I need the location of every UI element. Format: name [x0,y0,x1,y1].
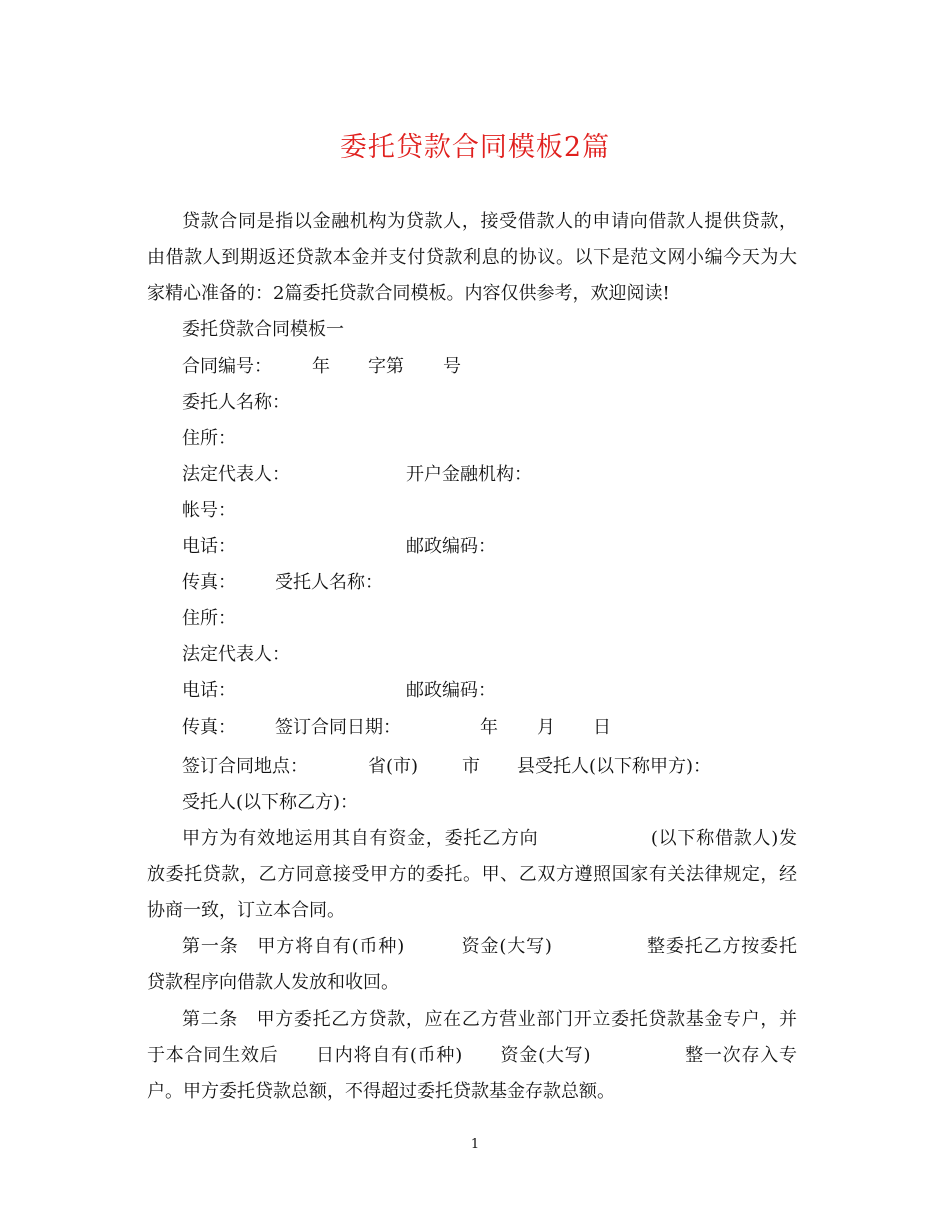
trustee-postcode: 邮政编码： [406,680,496,701]
document-title: 委托贷款合同模板2篇 [339,132,611,163]
article-1-line-2: 贷款程序向借款人发放和收回。 [147,972,399,993]
sign-date-label: 签订合同日期： [275,717,401,738]
trustee-name: 受托人名称： [275,572,383,593]
contract-number-label: 合同编号： [182,356,272,377]
article-2-line-2: 于本合同生效后 日内将自有(币种) 资金(大写) 整一次存入专 [147,1045,797,1066]
sign-date-year: 年 [480,717,498,738]
sign-place-province: 省(市) [368,756,419,777]
principal-address: 住所： [182,428,236,449]
trustee-fax: 传真： [182,717,236,738]
intro-line-1: 贷款合同是指以金融机构为贷款人，接受借款人的申请向借款人提供贷款， [182,211,797,232]
sign-place-city: 市 [462,756,480,777]
trustee-legal-rep: 法定代表人： [182,644,290,665]
principal-phone: 电话： [182,536,236,557]
sign-date-month: 月 [537,717,555,738]
party-b-label: 受托人(以下称乙方)： [182,792,359,813]
intro-line-3: 家精心准备的：2篇委托贷款合同模板。内容仅供参考，欢迎阅读! [147,283,670,304]
article-2-line-1: 第二条 甲方委托乙方贷款，应在乙方营业部门开立委托贷款基金专户，并 [182,1009,797,1030]
principal-postcode: 邮政编码： [406,536,496,557]
para-a-line-2: 放委托贷款，乙方同意接受甲方的委托。甲、乙双方遵照国家有关法律规定，经 [147,864,797,885]
intro-line-2: 由借款人到期返还贷款本金并支付贷款利息的协议。以下是范文网小编今天为大 [147,247,797,268]
para-a-line-1: 甲方为有效地运用其自有资金，委托乙方向 (以下称借款人)发 [182,828,797,849]
sign-place-county: 县受托人(以下称甲方)： [517,756,712,777]
principal-fax: 传真： [182,572,236,593]
principal-account: 帐号： [182,500,236,521]
template-heading: 委托贷款合同模板一 [182,319,344,340]
sign-date-day: 日 [593,717,611,738]
contract-number-zi: 字第 [368,356,404,377]
page-number: 1 [470,1137,480,1152]
trustee-address: 住所： [182,608,236,629]
contract-number-hao: 号 [443,356,461,377]
trustee-phone: 电话： [182,680,236,701]
article-2-line-3: 户。甲方委托贷款总额，不得超过委托贷款基金存款总额。 [147,1081,615,1102]
principal-name: 委托人名称： [182,392,290,413]
sign-place-label: 签订合同地点： [182,756,308,777]
principal-legal-rep: 法定代表人： [182,464,290,485]
article-1-line-1: 第一条 甲方将自有(币种) 资金(大写) 整委托乙方按委托 [182,936,797,957]
para-a-line-3: 协商一致，订立本合同。 [147,900,345,921]
contract-number-year: 年 [312,356,330,377]
principal-bank: 开户金融机构： [406,464,532,485]
